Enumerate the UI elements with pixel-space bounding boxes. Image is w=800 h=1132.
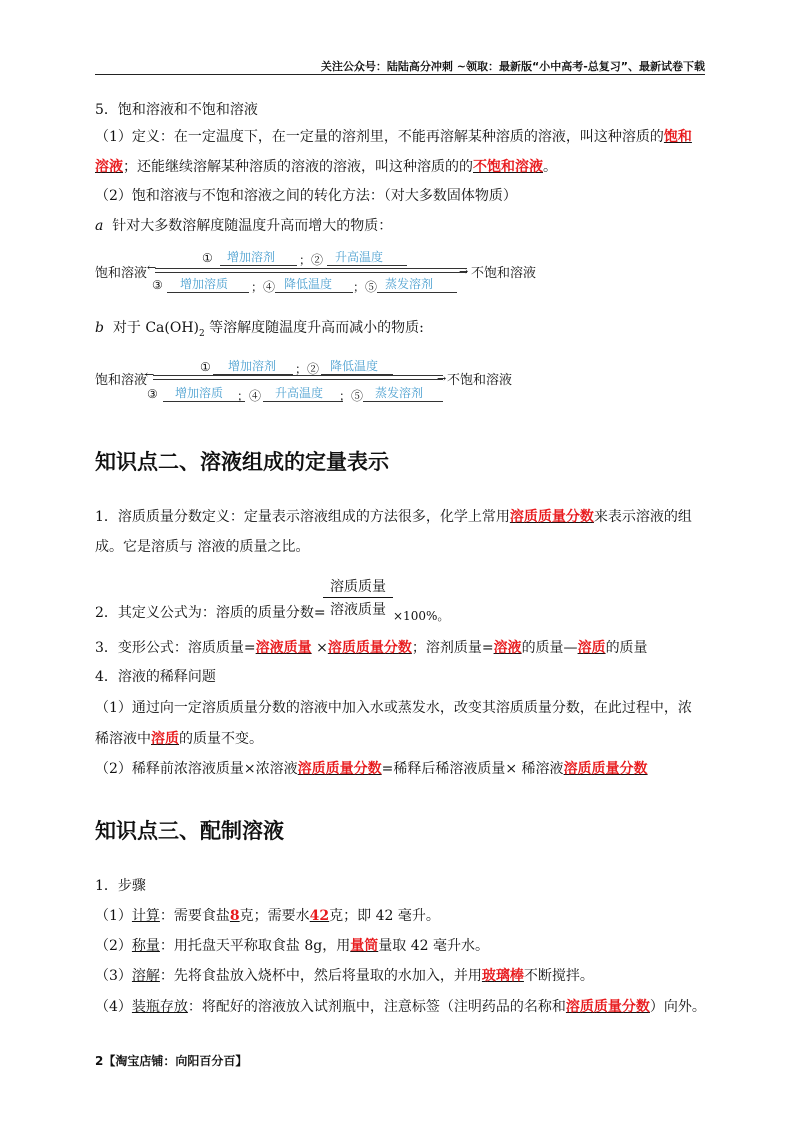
formula-fraction	[323, 576, 393, 619]
section-title-3: 知识点三、配制溶液	[95, 819, 284, 843]
diag-a-n1: ①	[202, 251, 213, 265]
definition-text-b: ；还能继续溶解某种溶质的溶液的溶液，叫这种溶质的的	[123, 159, 473, 175]
step-text-c: ）向外。	[649, 999, 706, 1015]
step-text-d: 克；即 42 毫升。	[329, 908, 440, 924]
answer-mass-fraction: 溶质质量分数	[297, 761, 382, 777]
arrow-right-icon: →	[437, 372, 447, 385]
case-a	[95, 216, 392, 236]
conversion-title: （2）饱和溶液与不饱和溶液之间的转化方法：（对大多数固体物质）	[95, 188, 517, 204]
answer-mass-fraction: 溶质质量分数	[327, 640, 412, 656]
k2-p3-text-d: 的质量—	[521, 640, 578, 656]
case-a-label: a	[95, 218, 104, 234]
answer-cylinder: 量筒	[350, 938, 379, 954]
definition-text-a: （1）定义：在一定温度下，在一定量的溶剂里，不能再溶解某种溶质的溶液，叫这种溶质的	[95, 129, 664, 145]
section-title-2: 知识点二、溶液组成的定量表示	[95, 450, 389, 474]
answer-solution-mass: 溶液质量	[255, 640, 312, 656]
k2-p2b: ×100%。	[393, 609, 450, 623]
answer-water-grams: 42	[309, 908, 330, 924]
step-dissolve	[95, 966, 594, 986]
diag-a-t5: 蒸发溶剂	[385, 277, 434, 291]
k2-p1-text: 1．溶质质量分数定义：定量表示溶液组成的方法很多，化学上常用	[95, 509, 510, 525]
case-a-text: 针对大多数溶解度随温度升高而增大的物质：	[112, 218, 393, 234]
k2-p5-text-c: 的质量不变。	[179, 731, 263, 747]
k2-p5a: （1）通过向一定溶质质量分数的溶液中加入水或蒸发水，改变其溶质质量分数，在此过程中，浓	[95, 700, 692, 716]
k2-p6-text-b: =稀释后稀溶液质量× 稀溶液	[381, 761, 564, 777]
answer-mass-fraction: 溶质质量分数	[509, 509, 594, 525]
step-text: ：先将食盐放入烧杯中，然后将量取的水加入，并用	[159, 968, 482, 984]
diag-a-t4: 降低温度	[284, 277, 333, 291]
diag-b-t1: 增加溶剂	[228, 359, 277, 373]
k2-p3-text: 3．变形公式：溶质质量=	[95, 640, 256, 656]
step-text: ：用托盘天平称取食盐 8g，用	[159, 938, 351, 954]
diag-b-t4: 升高温度	[275, 386, 324, 400]
arrow-right-icon: →	[459, 265, 469, 278]
k2-p6-text: （2）稀释前浓溶液质量×浓溶液	[95, 761, 298, 777]
k2-p1c: 成。它是溶质与 溶液的质量之比。	[95, 539, 310, 555]
step-text-c: 克；需要水	[239, 908, 310, 924]
step-num: （4）	[95, 999, 132, 1015]
page-footer: 2【淘宝店铺：向阳百分百】	[95, 1054, 248, 1068]
conversion-diagram-a	[95, 246, 575, 316]
diag-a-left: 饱和溶液	[95, 266, 148, 281]
step-num: （1）	[95, 908, 132, 924]
k2-p4: 4．溶液的稀释问题	[95, 669, 216, 685]
step-text-c: 量取 42 毫升水。	[378, 938, 489, 954]
step-num: （2）	[95, 938, 132, 954]
diag-b-n3: ③	[147, 387, 158, 401]
diag-b-t5: 蒸发溶剂	[375, 386, 424, 400]
answer-saturated: 饱和	[663, 129, 692, 145]
step-weigh	[95, 936, 489, 956]
diag-a-n2: ；②	[299, 253, 324, 267]
case-b-pre: 对于 Ca(OH)	[112, 320, 199, 336]
diag-a-right: 不饱和溶液	[471, 266, 537, 281]
k2-p3-text-c: ；溶剂质量=	[411, 640, 494, 656]
fraction-numerator: 溶质质量	[330, 579, 386, 595]
diag-a-t3: 增加溶质	[180, 277, 229, 291]
step-bottle	[95, 997, 706, 1017]
diag-b-t2: 降低温度	[330, 359, 379, 373]
diag-b-right: 不饱和溶液	[447, 373, 513, 388]
step-text-c: 不断搅拌。	[523, 968, 594, 984]
section-5-title: 5．饱和溶液和不饱和溶液	[95, 102, 258, 118]
diag-a-t1: 增加溶剂	[227, 250, 276, 264]
answer-mass-fraction: 溶质质量分数	[565, 999, 650, 1015]
diag-a-n3: ③	[152, 278, 163, 292]
k3-steps: 1．步骤	[95, 878, 146, 894]
arrow-left-icon: ←	[145, 368, 155, 381]
diag-b-left: 饱和溶液	[95, 373, 148, 388]
k2-p5	[95, 729, 263, 749]
step-text: ：需要食盐	[159, 908, 230, 924]
case-b	[95, 318, 424, 344]
case-b-sub: 2	[199, 328, 205, 339]
step-label: 装瓶存放	[131, 999, 188, 1015]
k2-p2a: 2．其定义公式为：溶质的质量分数=	[95, 605, 326, 621]
diag-b-t3: 增加溶质	[175, 386, 224, 400]
step-num: （3）	[95, 968, 132, 984]
diag-b-n2: ；②	[295, 362, 320, 376]
definition-line-1	[95, 127, 692, 147]
diag-b-n5: ；⑤	[339, 389, 364, 403]
answer-solute: 溶质	[151, 731, 179, 747]
diag-b-n4: ；④	[237, 389, 262, 403]
k2-p1-text-b: 来表示溶液的组	[593, 509, 692, 525]
k2-p3-times: ×	[311, 640, 328, 656]
arrow-left-icon: ←	[147, 261, 157, 274]
fraction-denominator: 溶液质量	[330, 602, 386, 618]
conversion-diagram-b	[95, 357, 575, 427]
step-label: 称量	[131, 938, 160, 954]
page-header: 关注公众号：陆陆高分冲刺 ~领取：最新版“小中高考-总复习”、最新试卷下载	[95, 58, 705, 75]
answer-mass-fraction: 溶质质量分数	[563, 761, 648, 777]
step-calculate	[95, 906, 440, 926]
diag-a-n4: ；④	[251, 280, 276, 294]
answer-solute: 溶质	[577, 640, 606, 656]
answer-solution: 溶液	[493, 640, 522, 656]
answer-solution: 溶液	[95, 159, 123, 175]
answer-glass-rod: 玻璃棒	[481, 968, 524, 984]
k2-p1	[95, 507, 692, 527]
step-text: ：将配好的溶液放入试剂瓶中，注意标签（注明药品的名称和	[187, 999, 566, 1015]
answer-unsaturated: 不饱和溶液	[473, 159, 543, 175]
k2-p5-text: 稀溶液中	[95, 731, 151, 747]
case-b-post: 等溶解度随温度升高而减小的物质:	[204, 320, 424, 336]
diag-a-n5: ；⑤	[353, 280, 378, 294]
definition-line-2	[95, 157, 557, 177]
diag-a-t2: 升高温度	[335, 250, 384, 264]
k2-p3-text-e: 的质量	[605, 640, 648, 656]
k2-p3	[95, 638, 648, 658]
period: 。	[543, 159, 557, 175]
answer-salt-grams: 8	[229, 908, 240, 924]
step-label: 计算	[131, 908, 160, 924]
step-label: 溶解	[131, 968, 160, 984]
k2-p6	[95, 759, 648, 779]
diag-b-n1: ①	[200, 360, 211, 374]
case-b-label: b	[95, 320, 104, 336]
